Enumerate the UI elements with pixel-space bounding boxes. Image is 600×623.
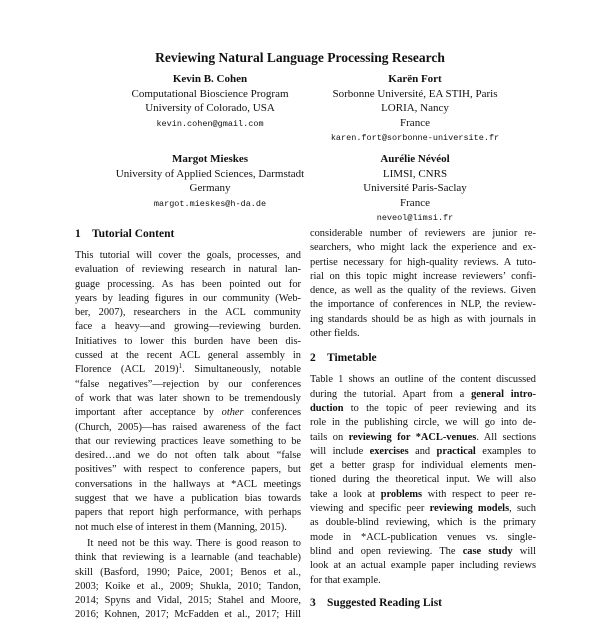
- body-line: evaluation of reviewing research in natural lan-: [75, 264, 301, 276]
- body-text: take a look at: [310, 488, 381, 500]
- body-line: ber, 2007), researchers in the ACL community: [75, 307, 301, 319]
- author-affiliation: LIMSI, CNRS: [382, 167, 448, 180]
- section-heading-suggested-reading: [310, 596, 536, 610]
- body-line: 2016; Kohnen, 2017; McFadden et al., 2017; Hill: [75, 609, 301, 621]
- body-line: “false negatives”—rejection by our conferences: [75, 378, 301, 390]
- body-text: examples to: [475, 445, 536, 457]
- body-line: [310, 402, 536, 416]
- bold-text: exercises: [369, 445, 409, 457]
- body-line: of work that was later shown to be tremendously: [75, 392, 301, 404]
- body-line: searchers, who might lack the experience and ex-: [310, 242, 536, 254]
- body-line: [310, 545, 536, 559]
- bold-text: general intro-: [471, 388, 536, 400]
- body-line: 2014; Spyns and Vidal, 2015; Stahel and Moore,: [75, 595, 301, 607]
- bold-text: duction: [310, 402, 344, 414]
- body-line: dence, as well as the quality of the reviews. Given: [310, 285, 536, 297]
- bold-text: reviewing models: [429, 503, 510, 515]
- body-text: . Simultaneously, notable: [182, 364, 301, 376]
- section-heading-tutorial-content: [75, 227, 301, 241]
- body-line: Table 1 shows an outline of the content discussed: [310, 374, 536, 386]
- author-block-4: [315, 152, 515, 226]
- emphasis-text: other: [221, 407, 244, 419]
- author-email[interactable]: karen.fort@sorbonne-universite.fr: [330, 133, 500, 144]
- bold-text: reviewing for *ACL-venues: [348, 431, 477, 443]
- author-block-3: [75, 152, 345, 211]
- body-line: as double-blind reviewing, which is the primary: [310, 517, 536, 529]
- body-line: [310, 502, 536, 516]
- body-text: blind and open reviewing. The: [310, 545, 463, 557]
- body-line: tioned during the theoretical input. We will also: [310, 474, 536, 486]
- author-email[interactable]: margot.mieskes@h-da.de: [153, 198, 267, 209]
- body-line: guage processing. As has been pointed out for: [75, 278, 301, 290]
- body-text: and: [408, 445, 437, 457]
- author-affiliation: University of Colorado, USA: [145, 102, 275, 115]
- bold-text: problems: [380, 488, 423, 500]
- body-line: role in the publishing circle, we will go into de-: [310, 417, 536, 429]
- author-email[interactable]: kevin.cohen@gmail.com: [156, 118, 264, 129]
- body-line: desired…and we do not often talk about “false: [75, 450, 301, 462]
- body-line: (Church, 2005)—has raised awareness of the fact: [75, 421, 301, 433]
- section-number: 1: [75, 228, 81, 240]
- body-line: face a heavy—and growing—reviewing burden.: [75, 321, 301, 333]
- author-affiliation: France: [400, 196, 430, 209]
- body-line: [310, 445, 536, 459]
- footnote-marker[interactable]: 1: [178, 362, 183, 371]
- author-affiliation: Germany: [189, 182, 231, 195]
- author-block-1: [90, 72, 330, 131]
- body-line: It need not be this way. There is good reason to: [87, 537, 301, 549]
- body-text: . All sections: [476, 431, 537, 443]
- body-line: suggest that we have a publication bias towards: [75, 493, 301, 505]
- author-affiliation: LORIA, Nancy: [381, 102, 449, 115]
- body-line: [75, 406, 301, 420]
- body-text: with respect to peer re-: [422, 488, 536, 500]
- right-column: [310, 227, 536, 618]
- body-line: for that example.: [310, 574, 381, 586]
- body-line: pertise necessary for high-quality reviews. A tuto-: [310, 256, 536, 268]
- body-line: [310, 488, 536, 502]
- body-line: This tutorial will cover the goals, processes, and: [75, 250, 301, 261]
- body-line: that our reviewing practices leave something to be: [75, 435, 301, 447]
- body-text: important after acceptance by: [75, 407, 222, 419]
- author-name: Kevin B. Cohen: [172, 73, 248, 85]
- section-title: Tutorial Content: [92, 228, 175, 240]
- section-number: 2: [310, 352, 316, 365]
- section-title: Suggested Reading List: [327, 596, 443, 609]
- body-line: years by leading figures in our community (Web-: [75, 292, 301, 304]
- body-text: conferences: [243, 407, 301, 419]
- section-number: 3: [310, 596, 316, 609]
- body-line: [75, 363, 301, 377]
- body-text: to the topic of peer reviewing and its: [343, 402, 536, 414]
- body-line: [310, 388, 536, 402]
- author-block-2: [300, 72, 530, 146]
- body-line: conversations in the hallways at *ACL meetings: [75, 478, 301, 490]
- body-line: 2003; Koike et al., 2009; Shukla, 2010; Tandon,: [75, 580, 301, 592]
- body-line: [310, 431, 536, 445]
- body-line: mode in *ACL-publication venues vs. single-: [310, 531, 536, 543]
- author-name: Margot Mieskes: [171, 153, 249, 165]
- author-name: Karën Fort: [388, 73, 442, 85]
- body-text: will: [512, 545, 536, 557]
- paper-title: Reviewing Natural Language Processing Research: [155, 50, 445, 65]
- body-line: cussed at the recent ACL general assembly in: [75, 350, 301, 362]
- body-line: rial on this topic might increase reviewers’ confi-: [310, 270, 536, 282]
- body-line: considerable number of reviewers are junior re-: [310, 228, 536, 239]
- bold-text: practical: [436, 445, 476, 457]
- body-line: get a better grasp for individual elements men-: [310, 460, 536, 472]
- author-affiliation: Computational Bioscience Program: [131, 87, 289, 100]
- body-line: look at an actual example paper including reviews: [310, 560, 536, 572]
- body-line: Initiatives to lower this burden have been dis-: [75, 335, 301, 347]
- body-line: positives” with respect to conference papers, but: [75, 464, 301, 476]
- body-line: the importance of conferences in NLP, the review-: [310, 299, 536, 311]
- body-text: will include: [310, 445, 370, 457]
- body-line: papers that report high performance, with perhaps: [75, 507, 301, 519]
- left-column: [75, 227, 301, 623]
- body-text: during the tutorial. Apart from a: [310, 388, 472, 400]
- author-email[interactable]: neveol@limsi.fr: [376, 213, 454, 224]
- section-heading-timetable: [310, 351, 536, 365]
- body-text: Florence (ACL 2019): [75, 364, 179, 376]
- body-line: not much else of interest in them (Manning, 2015).: [75, 521, 287, 533]
- author-affiliation: University of Applied Sciences, Darmstadt: [115, 167, 305, 180]
- body-text: , such: [509, 503, 536, 515]
- body-text: tails on: [310, 431, 349, 443]
- body-line: think that reviewing is a learnable (and teachable): [75, 552, 301, 564]
- body-line: ing standards should be as high as with journals in: [310, 313, 536, 325]
- body-line: skill (Basford, 1990; Paice, 2001; Benos et al.,: [75, 566, 301, 578]
- author-name: Aurélie Névéol: [380, 153, 450, 165]
- author-affiliation: Sorbonne Université, EA STIH, Paris: [332, 87, 498, 100]
- body-text: viewing and specific peer: [310, 503, 430, 515]
- bold-text: case study: [462, 545, 513, 557]
- author-affiliation: Université Paris-Saclay: [363, 182, 467, 195]
- body-line: other fields.: [310, 328, 360, 340]
- author-affiliation: France: [400, 116, 430, 129]
- section-title: Timetable: [327, 352, 377, 365]
